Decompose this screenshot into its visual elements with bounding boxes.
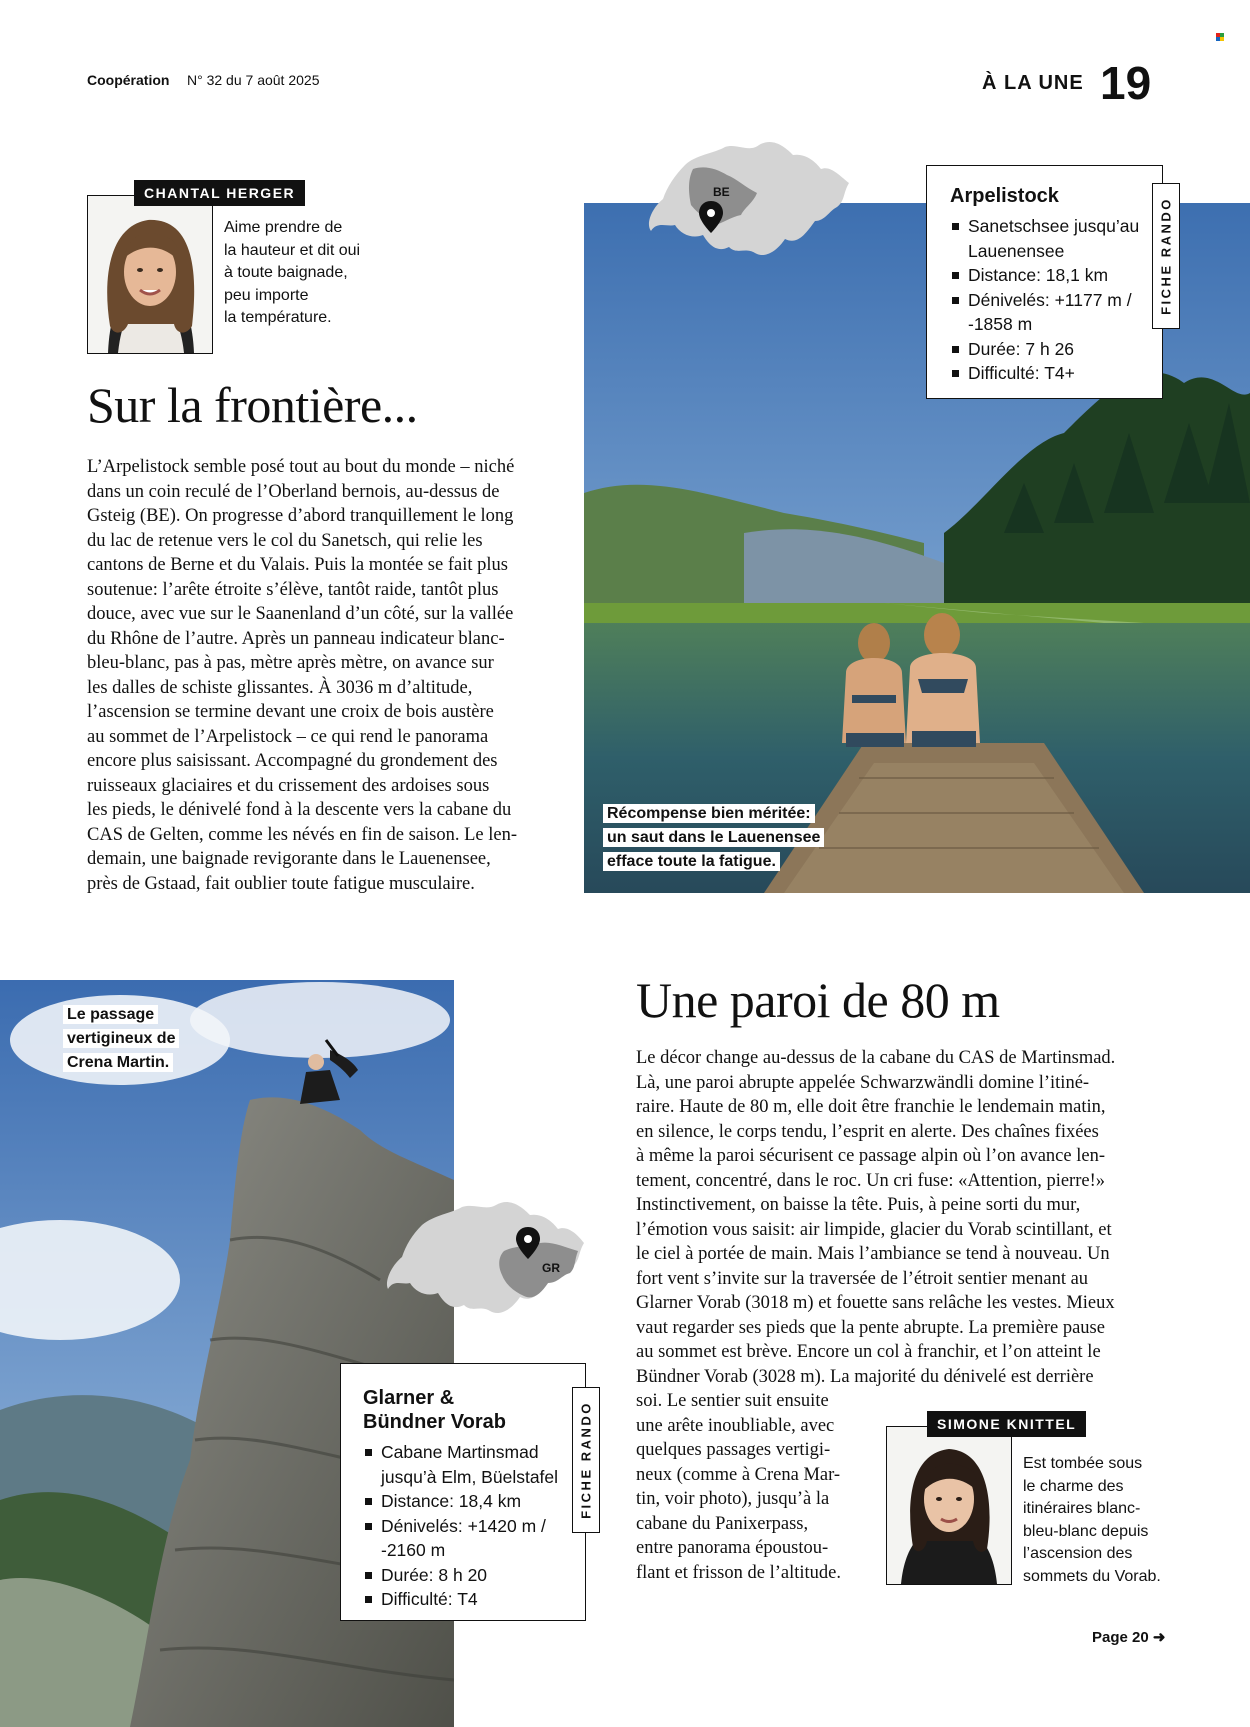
author-portrait-simone [887, 1427, 1011, 1584]
fiche-rando-tag: FICHE RANDO [1152, 183, 1180, 329]
author-bio: Est tombée sous le charme des itinéraires blanc- bleu-blanc depuis l’ascension des sommets du Vorab. [1023, 1455, 1161, 1585]
cliff-photo-caption: Le passage vertigineux de Crena Martin. [63, 1003, 223, 1075]
fiche-item: Durée: 8 h 20 [363, 1563, 585, 1588]
issue-date: N° 32 du 7 août 2025 [187, 72, 320, 88]
author-name-tag: SIMONE KNITTEL [927, 1411, 1086, 1437]
fiche-title: Glarner & Bündner Vorab [363, 1387, 506, 1433]
next-page-link[interactable]: Page 20 ➜ [1092, 1629, 1166, 1646]
arrow-right-icon: ➜ [1152, 1629, 1166, 1646]
fiche-list [950, 214, 1162, 386]
print-color-mark [1216, 33, 1224, 41]
fiche-item: Difficulté: T4 [363, 1587, 585, 1612]
fiche-item: Distance: 18,1 km [950, 263, 1162, 288]
article-body: L’Arpelistock semble posé tout au bout du monde – niché dans un coin reculé de l’Oberland bernois, au-dessus de Gsteig (BE). On progresse d’abord tranquillement le long du lac de retenue vers le col du Sanetsch, qui relie les cantons de Berne et du Valais. Puis la montée se fait plus soutenue: l’arête étroite s’élève, tantôt raide, tantôt plus douce, avec vue sur le Saanenland d’un côté, sur la vallée du Rhône de l’autre. Après un panneau indicateur blanc- bleu-blanc, pas à pas, mètre après mètre, on avance sur les dalles de schiste glissantes. À 3036 m d’altitude, l’ascension se termine devant une croix de bois austère au sommet de l’Arpelistock – ce qui rend le panorama encore plus saisissant. Accompagné du grondement des ruisseaux glaciaires et du crissement des ardoises sous les pieds, le dénivelé fond à la descente vers la cabane du CAS de Gelten, comme les névés en fin de saison. Le len- demain, une baignade revigorante dans le Lauenensee, près de Gstaad, fait oublier toute fatigue musculaire. [87, 457, 518, 894]
author-portrait-chantal [88, 196, 212, 353]
switzerland-map-gr [386, 1195, 586, 1320]
page-number: 19 [1100, 57, 1152, 109]
section-title: À LA UNE [982, 72, 1084, 94]
fiche-item: Difficulté: T4+ [950, 361, 1162, 386]
fiche-rando-vorab [340, 1363, 586, 1621]
fiche-item: Dénivelés: +1420 m / -2160 m [363, 1514, 551, 1563]
author-name-tag: CHANTAL HERGER [134, 180, 305, 206]
lake-photo-caption: Récompense bien méritée: un saut dans le Lauenensee efface toute la fatigue. [603, 802, 863, 874]
publication-name: Coopération [87, 72, 170, 88]
article-body: Le décor change au-dessus de la cabane du CAS de Martinsmad. Là, une paroi abrupte appelée Schwarzwändli domine l’itiné- raire. Haute de 80 m, elle doit être franchie le lendemain matin, en silence, le corps tendu, l’esprit en alerte. Des chaînes fixées à même la paroi sécurisent ce passage alpin où l’on avance len- tement, concentré, dans le roc. Un cri fuse: «Attention, pierre!» Instinctivement, on baisse la tête. Puis, à peine sorti du mur, l’émotion vous saisit: air limpide, glacier du Vorab scintillant, et le ciel à portée de main. Mais l’ambiance se tend à nouveau. Un fort vent s’invite sur la traversée de l’étroit sentier menant au Glarner Vorab (3018 m) et fouette sans relâche les vestes. Mieux vaut regarder ses pieds que la pente abrupte. La première pause au sommet est brève. Encore un col à franchir, et l’on atteint le Bündner Vorab (3028 m). La majorité du dénivelé est derrière soi. Le sentier suit ensuite une arête inoubliable, avec quelques passages vertigi- neux (comme à Crena Mar- tin, voir photo), jusqu’à la cabane du Panixerpass, entre panorama époustou- flant et frisson de l’altitude. [636, 1048, 1116, 1583]
fiche-item: Dénivelés: +1177 m / -1858 m [950, 288, 1138, 337]
fiche-item: Cabane Martinsmad jusqu’à Elm, Büelstafel [363, 1440, 581, 1489]
author-bio: Aime prendre de la hauteur et dit oui à toute baignade, peu importe la température. [224, 219, 361, 326]
fiche-title: Arpelistock [950, 185, 1059, 207]
fiche-list [363, 1440, 585, 1612]
fiche-item: Sanetschsee jusqu’au Lauenensee [950, 214, 1158, 263]
fiche-rando-arpelistock [926, 165, 1163, 399]
switzerland-map-be [645, 135, 855, 265]
fiche-item: Distance: 18,4 km [363, 1489, 585, 1514]
article-headline: Sur la frontière... [87, 377, 418, 433]
fiche-rando-tag: FICHE RANDO [572, 1387, 600, 1533]
map-canton-label: GR [542, 1261, 560, 1275]
fiche-item: Durée: 7 h 26 [950, 337, 1162, 362]
author-box-simone [886, 1426, 1012, 1585]
article-headline: Une paroi de 80 m [636, 972, 1000, 1028]
author-box-chantal [87, 195, 213, 354]
map-canton-label: BE [713, 185, 730, 199]
